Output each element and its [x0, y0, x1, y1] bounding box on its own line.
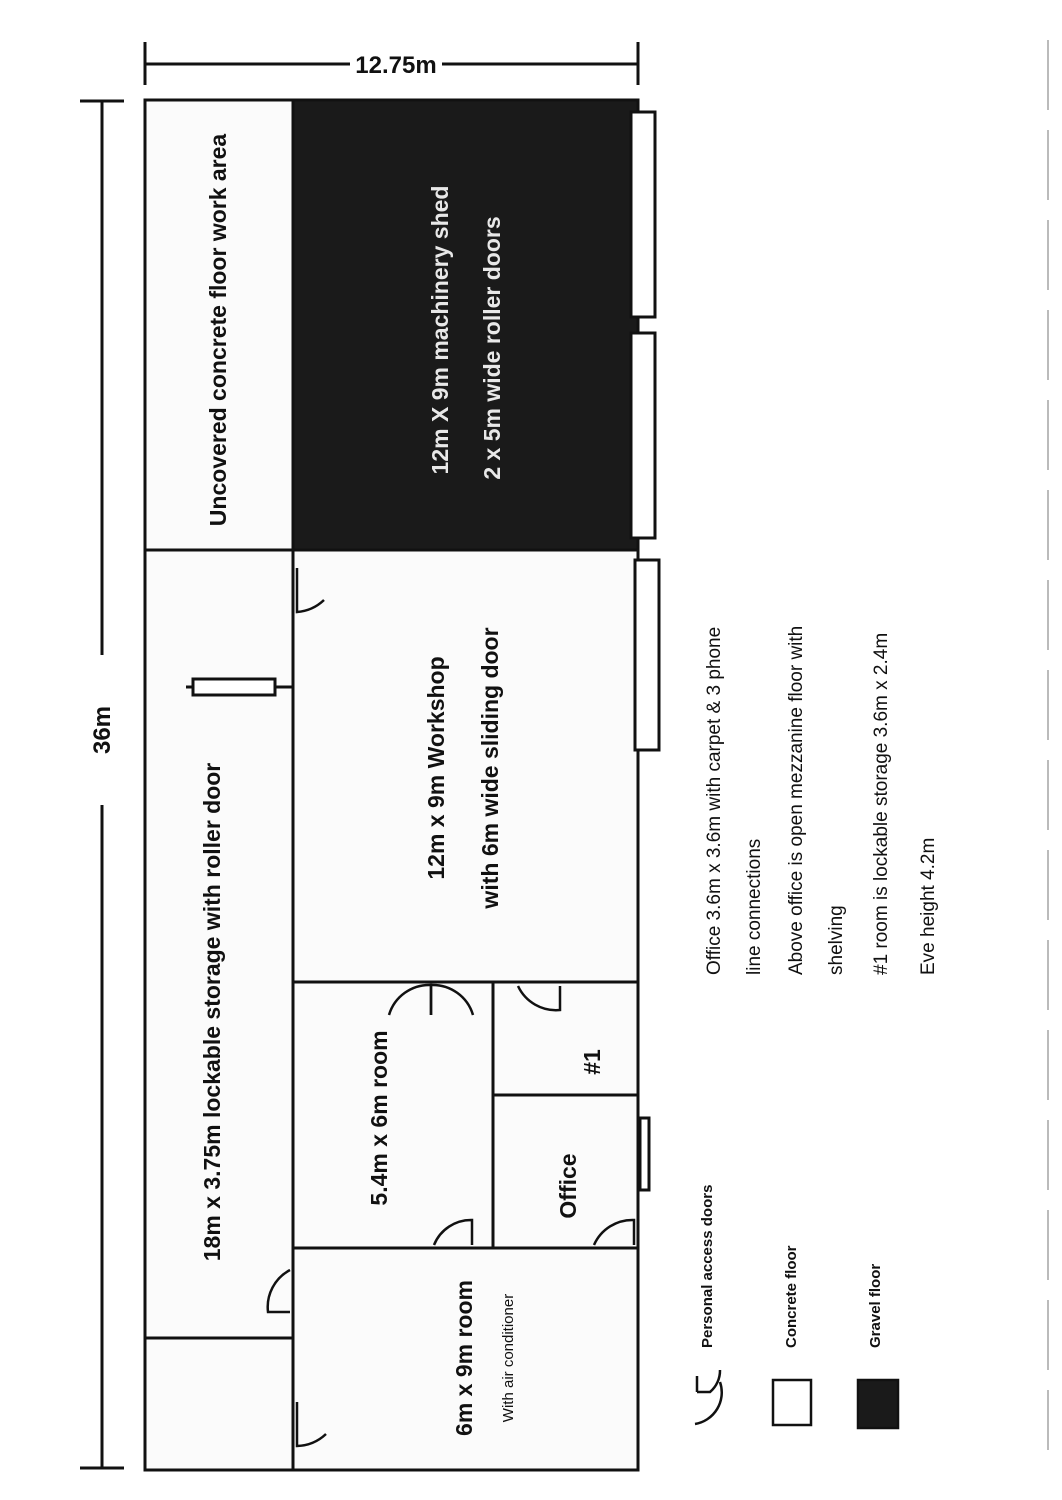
- workshop-label-line2: with 6m wide sliding door: [477, 627, 503, 909]
- gravel-swatch: [858, 1380, 898, 1428]
- machinery-doors-label: 2 x 5m wide roller doors: [479, 216, 505, 480]
- note-line: #1 room is lockable storage 3.6m x 2.4m: [871, 632, 892, 975]
- machinery-roller-door-1: [631, 112, 655, 317]
- length-label: 36m: [89, 705, 116, 755]
- office-window: [640, 1118, 649, 1190]
- storage-roller-door: [193, 679, 275, 695]
- note-line: line connections: [744, 838, 765, 975]
- note-line: Eve height 4.2m: [918, 837, 939, 975]
- note-line: Office 3.6m x 3.6m with carpet & 3 phone: [704, 626, 725, 975]
- room-1-label: #1: [579, 1049, 605, 1075]
- office-label: Office: [555, 1153, 581, 1219]
- machinery-shed-floor: [293, 100, 638, 550]
- workshop-sliding-door: [635, 560, 659, 750]
- width-label: 12.75m: [355, 52, 437, 79]
- door-legend-icon: [697, 1370, 720, 1392]
- width-dimension: [145, 42, 638, 85]
- lockable-storage-label: 18m x 3.75m lockable storage with roller door: [199, 762, 225, 1262]
- machinery-roller-door-2: [631, 333, 655, 538]
- note-line: shelving: [826, 905, 847, 975]
- legend-doors-label: Personal access doors: [699, 1184, 716, 1348]
- room-6x9-sublabel: With air conditioner: [500, 1293, 517, 1423]
- notes: [704, 626, 939, 975]
- room-6x9-label: 6m x 9m room: [451, 1280, 477, 1436]
- legend: [695, 1185, 898, 1428]
- concrete-swatch: [773, 1380, 811, 1425]
- legend-concrete-label: Concrete floor: [783, 1245, 800, 1348]
- legend-gravel-label: Gravel floor: [867, 1263, 884, 1348]
- uncovered-area-label: Uncovered concrete floor work area: [205, 133, 231, 527]
- length-dimension: [80, 101, 124, 1468]
- door-legend-arc: [695, 1382, 722, 1424]
- machinery-shed-label: 12m X 9m machinery shed: [427, 185, 453, 475]
- room-54-label: 5.4m x 6m room: [366, 1030, 392, 1206]
- note-line: Above office is open mezzanine floor with: [786, 625, 807, 975]
- workshop-label-line1: 12m x 9m Workshop: [423, 656, 449, 880]
